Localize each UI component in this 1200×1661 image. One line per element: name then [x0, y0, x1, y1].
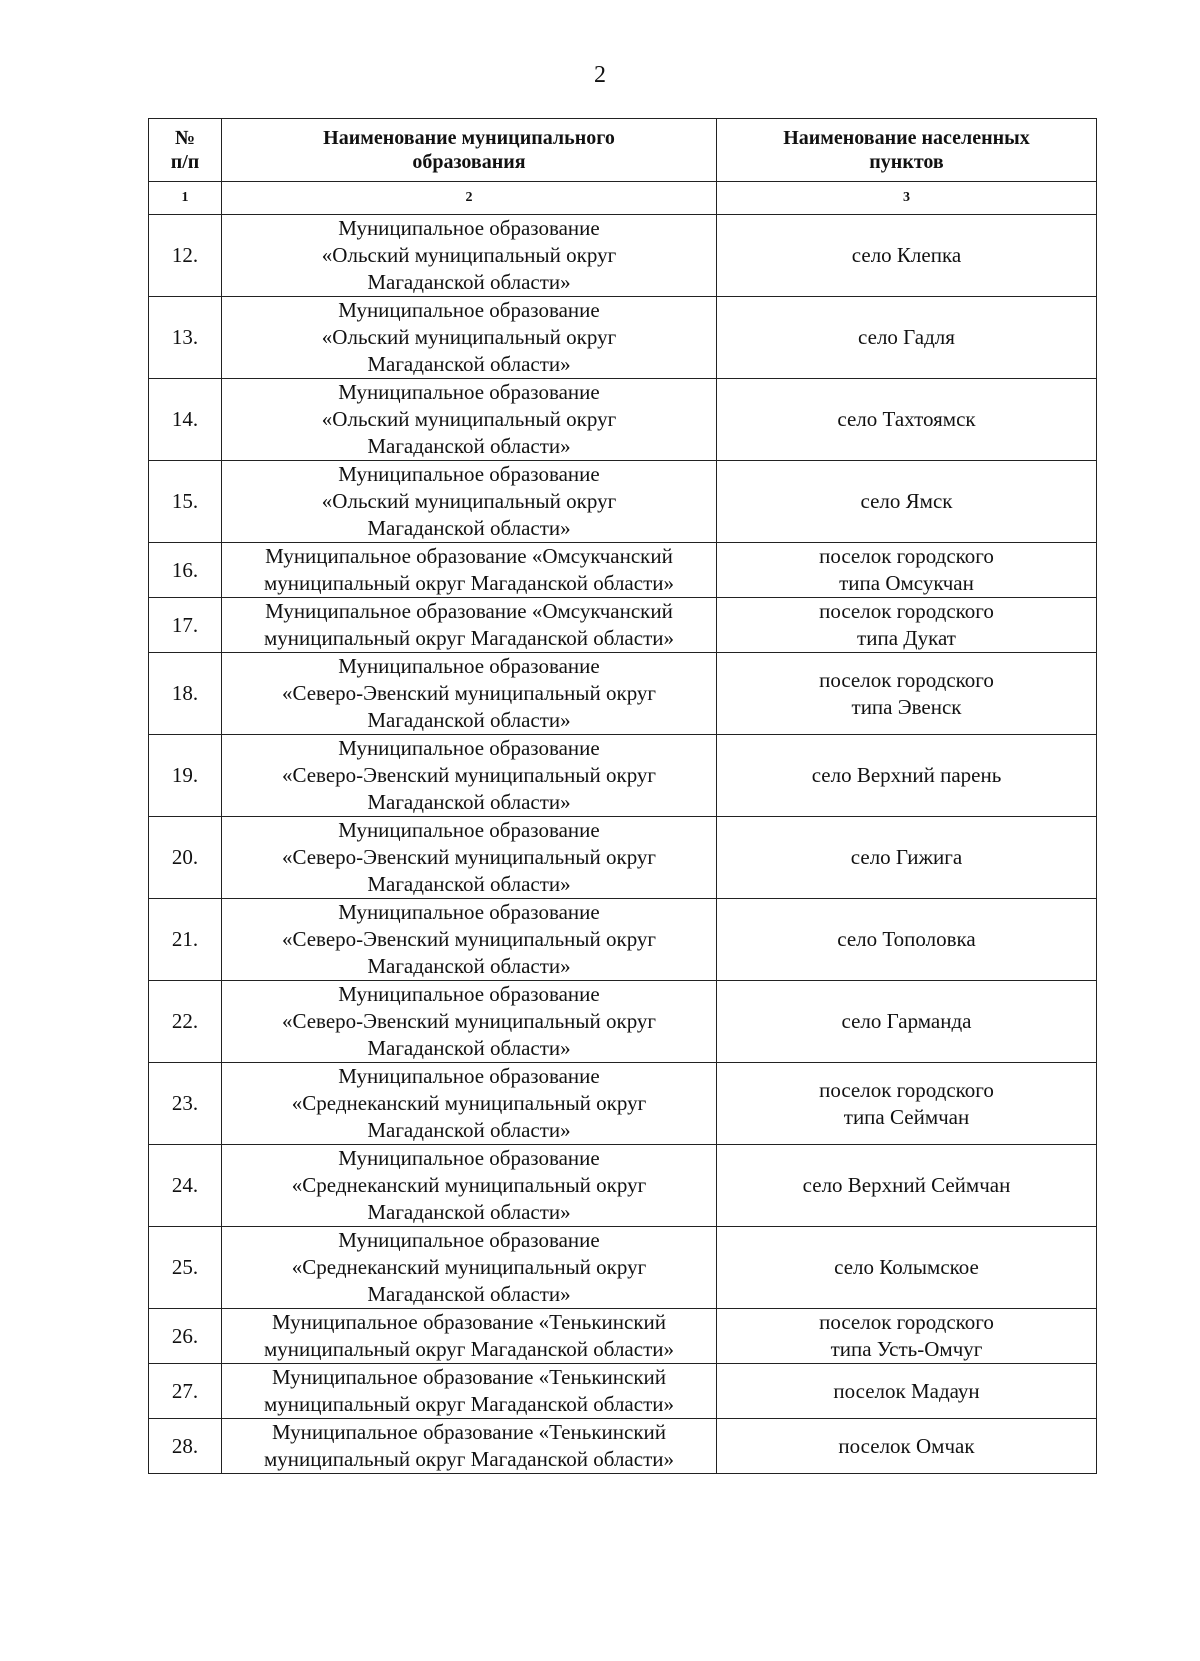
- table-row: [149, 981, 1097, 1063]
- settlement-name: [717, 543, 1097, 598]
- municipality-name: [222, 461, 717, 543]
- settlement-name-text: село Ямск: [860, 489, 953, 513]
- row-number: [149, 598, 222, 653]
- settlement-name-text: село Верхний парень: [811, 763, 1002, 787]
- settlement-name-text: поселок Омчак: [838, 1433, 975, 1458]
- settlement-name: [717, 735, 1097, 817]
- settlement-name: [717, 1364, 1097, 1419]
- municipality-name-text: Муниципальное образование «Северо-Эвенский муниципальный округ Магаданской области»: [281, 818, 657, 896]
- table-row: [149, 1063, 1097, 1145]
- settlement-name: [717, 653, 1097, 735]
- settlement-name-text: поселок городского типа Усть-Омчуг: [819, 1310, 994, 1361]
- settlement-name-text: село Гижига: [850, 845, 963, 869]
- row-number-text: 15.: [171, 489, 199, 513]
- settlement-name-text: село Гарманда: [841, 1009, 972, 1033]
- row-number-text: 17.: [171, 612, 199, 637]
- municipality-name-text: Муниципальное образование «Тенькинский муниципальный округ Магаданской области»: [264, 1310, 674, 1361]
- municipality-name: [222, 1063, 717, 1145]
- settlement-name: [717, 379, 1097, 461]
- settlement-name: [717, 598, 1097, 653]
- municipality-name: [222, 981, 717, 1063]
- settlement-name: [717, 1145, 1097, 1227]
- settlement-name: [717, 215, 1097, 297]
- settlement-name: [717, 1309, 1097, 1364]
- settlement-name-text: поселок городского типа Омсукчан: [819, 544, 994, 595]
- row-number-text: 13.: [171, 325, 199, 349]
- settlement-name: [717, 817, 1097, 899]
- row-number: [149, 899, 222, 981]
- row-number-text: 22.: [171, 1009, 199, 1033]
- header-settlements: Наименование населенных пунктов: [717, 119, 1097, 182]
- municipality-name: [222, 1227, 717, 1309]
- municipality-name-text: Муниципальное образование «Среднеканский муниципальный округ Магаданской области»: [291, 1146, 647, 1224]
- table-row: [149, 379, 1097, 461]
- table-row: [149, 1364, 1097, 1419]
- row-number-text: 19.: [171, 763, 199, 787]
- municipality-name-text: Муниципальное образование «Северо-Эвенский муниципальный округ Магаданской области»: [281, 654, 657, 732]
- row-number-text: 21.: [171, 927, 199, 951]
- settlement-name-text: поселок городского типа Сеймчан: [819, 1077, 994, 1129]
- settlement-name: [717, 981, 1097, 1063]
- municipality-name-text: Муниципальное образование «Ольский муниципальный округ Магаданской области»: [321, 380, 617, 458]
- table-row: [149, 817, 1097, 899]
- table-row: [149, 297, 1097, 379]
- row-number: [149, 461, 222, 543]
- row-number: [149, 1227, 222, 1309]
- row-number: [149, 981, 222, 1063]
- municipality-name: [222, 899, 717, 981]
- municipality-name: [222, 1309, 717, 1364]
- row-number-text: 14.: [171, 407, 199, 431]
- settlement-name-text: поселок городского типа Эвенск: [819, 667, 994, 719]
- table-row: [149, 1145, 1097, 1227]
- table-row: [149, 598, 1097, 653]
- municipality-name: [222, 1364, 717, 1419]
- municipality-name-text: Муниципальное образование «Северо-Эвенский муниципальный округ Магаданской области»: [281, 736, 657, 814]
- row-number-text: 25.: [171, 1255, 199, 1279]
- municipality-name: [222, 297, 717, 379]
- settlements-table: [148, 118, 1097, 1474]
- settlement-name: [717, 1419, 1097, 1474]
- municipality-name-text: Муниципальное образование «Тенькинский муниципальный округ Магаданской области»: [264, 1420, 674, 1471]
- table-body: [149, 215, 1097, 1474]
- settlement-name: [717, 1063, 1097, 1145]
- table-row: [149, 543, 1097, 598]
- settlement-name-text: поселок городского типа Дукат: [819, 599, 994, 650]
- municipality-name-text: Муниципальное образование «Омсукчанский муниципальный округ Магаданской области»: [264, 599, 674, 650]
- settlement-name-text: село Колымское: [834, 1255, 979, 1279]
- row-number: [149, 297, 222, 379]
- settlement-name-text: село Тополовка: [837, 927, 976, 951]
- settlement-name-text: село Гадля: [858, 325, 955, 349]
- row-number-text: 18.: [171, 681, 199, 705]
- row-number-text: 23.: [171, 1091, 199, 1115]
- municipality-name-text: Муниципальное образование «Северо-Эвенский муниципальный округ Магаданской области»: [281, 900, 657, 978]
- municipality-name: [222, 1145, 717, 1227]
- municipality-name-text: Муниципальное образование «Среднеканский муниципальный округ Магаданской области»: [291, 1064, 647, 1142]
- page-number: 2: [594, 62, 606, 88]
- settlement-name-text: поселок Мадаун: [833, 1378, 980, 1403]
- row-number: [149, 1419, 222, 1474]
- municipality-name: [222, 1419, 717, 1474]
- row-number-text: 26.: [171, 1323, 199, 1348]
- municipality-name: [222, 653, 717, 735]
- settlement-name: [717, 461, 1097, 543]
- column-number: 1: [149, 182, 222, 215]
- municipality-name: [222, 543, 717, 598]
- municipality-name: [222, 379, 717, 461]
- table-row: [149, 899, 1097, 981]
- table-row: [149, 1419, 1097, 1474]
- row-number-text: 20.: [171, 845, 199, 869]
- row-number: [149, 1309, 222, 1364]
- municipality-name-text: Муниципальное образование «Тенькинский муниципальный округ Магаданской области»: [264, 1365, 674, 1416]
- settlement-name: [717, 899, 1097, 981]
- municipality-name: [222, 598, 717, 653]
- row-number-text: 28.: [171, 1433, 199, 1458]
- table-header-row: [149, 119, 1097, 182]
- row-number: [149, 653, 222, 735]
- settlement-name-text: село Клепка: [851, 243, 962, 267]
- municipality-name: [222, 817, 717, 899]
- table-row: [149, 215, 1097, 297]
- row-number: [149, 1364, 222, 1419]
- row-number: [149, 1145, 222, 1227]
- row-number: [149, 543, 222, 598]
- row-number-text: 27.: [171, 1378, 199, 1403]
- municipality-name-text: Муниципальное образование «Ольский муниципальный округ Магаданской области»: [321, 216, 617, 294]
- row-number-text: 12.: [171, 243, 199, 267]
- row-number-text: 24.: [171, 1173, 199, 1197]
- table-row: [149, 653, 1097, 735]
- row-number: [149, 379, 222, 461]
- settlement-name: [717, 1227, 1097, 1309]
- row-number: [149, 735, 222, 817]
- column-number: 3: [717, 182, 1097, 215]
- settlement-name-text: село Верхний Сеймчан: [802, 1173, 1011, 1197]
- row-number: [149, 817, 222, 899]
- row-number: [149, 1063, 222, 1145]
- municipality-name-text: Муниципальное образование «Ольский муниципальный округ Магаданской области»: [321, 462, 617, 540]
- column-number: 2: [222, 182, 717, 215]
- header-municipality: Наименование муниципального образования: [222, 119, 717, 182]
- table-row: [149, 735, 1097, 817]
- municipality-name-text: Муниципальное образование «Северо-Эвенский муниципальный округ Магаданской области»: [281, 982, 657, 1060]
- row-number-text: 16.: [171, 557, 199, 582]
- municipality-name-text: Муниципальное образование «Среднеканский муниципальный округ Магаданской области»: [291, 1228, 647, 1306]
- table-row: [149, 1227, 1097, 1309]
- column-number-row: [149, 182, 1097, 215]
- settlement-name-text: село Тахтоямск: [837, 407, 976, 431]
- header-number: № п/п: [149, 119, 222, 182]
- row-number: [149, 215, 222, 297]
- settlement-name: [717, 297, 1097, 379]
- municipality-name: [222, 735, 717, 817]
- municipality-name-text: Муниципальное образование «Омсукчанский муниципальный округ Магаданской области»: [264, 544, 674, 595]
- table-row: [149, 1309, 1097, 1364]
- table-row: [149, 461, 1097, 543]
- municipality-name-text: Муниципальное образование «Ольский муниципальный округ Магаданской области»: [321, 298, 617, 376]
- municipality-name: [222, 215, 717, 297]
